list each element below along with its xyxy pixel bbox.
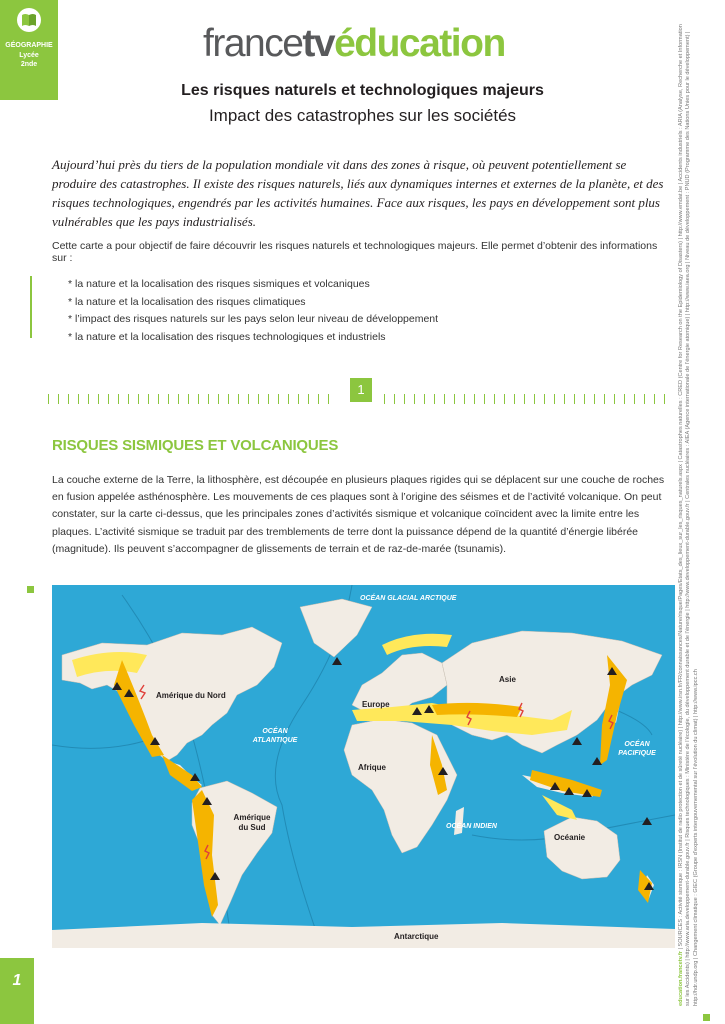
label-indian-ocean: OCÉAN INDIEN [446, 823, 497, 830]
section-body: La couche externe de la Terre, la lithosphère, est découpée en plusieurs plaques rigides qui se déplacent sur une couche de roches en fusion appelée asthénosphère. Les mouvements de ces plaques sont à l’origine des séismes et de l’activité volcanique. On peut constater, sur la carte ci-dessus, que les principales zones d’activités sismique et volcanique coïncident avec la limite entre les plaques. L’activité sismique se traduit par des tremblements de terre dont la puissance dépend de la quantité d’énergie libérée (magnitude). Ils peuvent s’accompagner de glissements de terrain et de raz-de-marée (tsunamis). [52, 474, 665, 555]
label-north-america: Amérique du Nord [156, 691, 226, 700]
australia-shape [544, 817, 620, 879]
bullets-accent-bar [30, 276, 32, 338]
page-subtitle: Impact des catastrophes sur les sociétés [208, 106, 517, 125]
corner-marker [703, 1014, 710, 1021]
label-oceania: Océanie [554, 833, 586, 842]
greenland-shape [300, 599, 372, 657]
intro-paragraph: Aujourd’hui près du tiers de la population mondiale vit dans des zones à risque, où peuvent potentiellement se produire des catastrophes. Il existe des risques naturels, liés aux dynamiques internes et externes de la planète, et des risques technologiques, engendrés par les activités humaines. Face aux risques, les pays en développement sont plus vulnérables que les pays industrialisés. [52, 157, 664, 229]
logo-part-education: éducation [334, 22, 505, 65]
francetv-education-logo[interactable] [203, 22, 505, 66]
badge-grade: 2nde [20, 61, 38, 68]
page-number: 1 [12, 972, 22, 989]
page-number-block [0, 958, 34, 1024]
list-item: * l’impact des risques naturels sur les pays selon leur niveau de développement [68, 311, 438, 329]
logo-part-france: france [203, 22, 303, 65]
badge-subject: GÉOGRAPHIE [5, 42, 53, 49]
list-item: * la nature et la localisation des risques climatiques [68, 294, 438, 312]
label-arctic-ocean: OCÉAN GLACIAL ARCTIQUE [360, 595, 457, 602]
badge-level: Lycée [19, 52, 39, 59]
book-icon [17, 8, 41, 32]
label-atlantic-ocean: OCÉAN ATLANTIQUE [252, 728, 298, 744]
logo-part-tv: tv [302, 22, 335, 65]
bullet-list [68, 276, 438, 346]
site-link[interactable]: education.francetv.fr [678, 951, 684, 1006]
section-number: 1 [350, 378, 372, 402]
section-title: RISQUES SISMIQUES ET VOLCANIQUES [52, 437, 339, 454]
list-item: * la nature et la localisation des risques technologiques et industriels [68, 329, 438, 347]
label-europe: Europe [362, 700, 390, 709]
label-pacific-ocean: OCÉAN PACIFIQUE [618, 741, 656, 757]
label-africa: Afrique [358, 763, 386, 772]
divider-ticks-right [384, 394, 674, 404]
page-title: Les risques naturels et technologiques majeurs [181, 82, 544, 99]
section-divider [48, 382, 674, 406]
label-south-america: Amérique du Sud [233, 813, 271, 832]
sources-sidebar: education.francetv.fr | SOURCES : Activité sismique : IRSN (Institut de radio protection et de sûreté nucléaire) | http://www.irsn.fr/FR/connaissances/Nature/risque/Pages/Etats_des_lieux_sur_les_risques_naturels.aspx | Catastrophes naturelles : CRED (Centre for Research on the Epidemiology of Disasters) | http://www.emdat.be | Accidents industriels : ARIA (Analyse, Recherche et Information sur les Accidents) | http://www.aria.developpement-durable.gouv.fr | Risques technologiques : Ministère de l’écologie, du développement durable et de l’énergie | http://www.developpement-durable.gouv.fr | Centrales nucléaires : AIEA (Agence internationale de l’énergie atomique) | http://www.iaea.org | Niveau de développement : PNUD (Programme des Nations Unies pour le développement) | http://hdr.undp.org | Changement climatique : GIEC (Groupe d’experts intergouvernemental sur l’évolution du climat) | http://www.ipcc.ch [678, 24, 699, 1006]
list-item: * la nature et la localisation des risques sismiques et volcaniques [68, 276, 438, 294]
divider-ticks-left [48, 394, 338, 404]
asia-shape [442, 631, 662, 753]
sources-text: SOURCES : Activité sismique : IRSN (Institut de radio protection et de sûreté nucléaire) | http://www.irsn.fr/FR/connaissances/Nature/risque/Pages/Etats_des_lieux_sur_les_risques_naturels.aspx | Catastrophes naturelles : CRED (Centre for Research on the Epidemiology of Disasters) | http://www.emdat.be | Accidents industriels : ARIA (Analyse, Recherche et Information sur les Accidents) | http://www.aria.developpement-durable.gouv.fr | Risques technologiques : Ministère de l’écologie, du développement durable et de l’énergie | http://www.developpement-durable.gouv.fr | Centrales nucléaires : AIEA (Agence internationale de l’énergie atomique) | http://www.iaea.org | Niveau de développement : PNUD (Programme des Nations Unies pour le développement) | http://hdr.undp.org | Changement climatique : GIEC (Groupe d’experts intergouvernemental sur l’évolution du climat) | http://www.ipcc.ch [678, 24, 699, 1006]
label-asia: Asie [499, 675, 516, 684]
world-risk-map [52, 585, 675, 948]
label-antarctica: Antarctique [394, 932, 439, 941]
green-marker [27, 586, 34, 593]
description-paragraph: Cette carte a pour objectif de faire découvrir les risques naturels et technologiques majeurs. Elle permet d’obtenir des informations sur : [52, 240, 658, 264]
antarctica-shape [52, 923, 675, 948]
